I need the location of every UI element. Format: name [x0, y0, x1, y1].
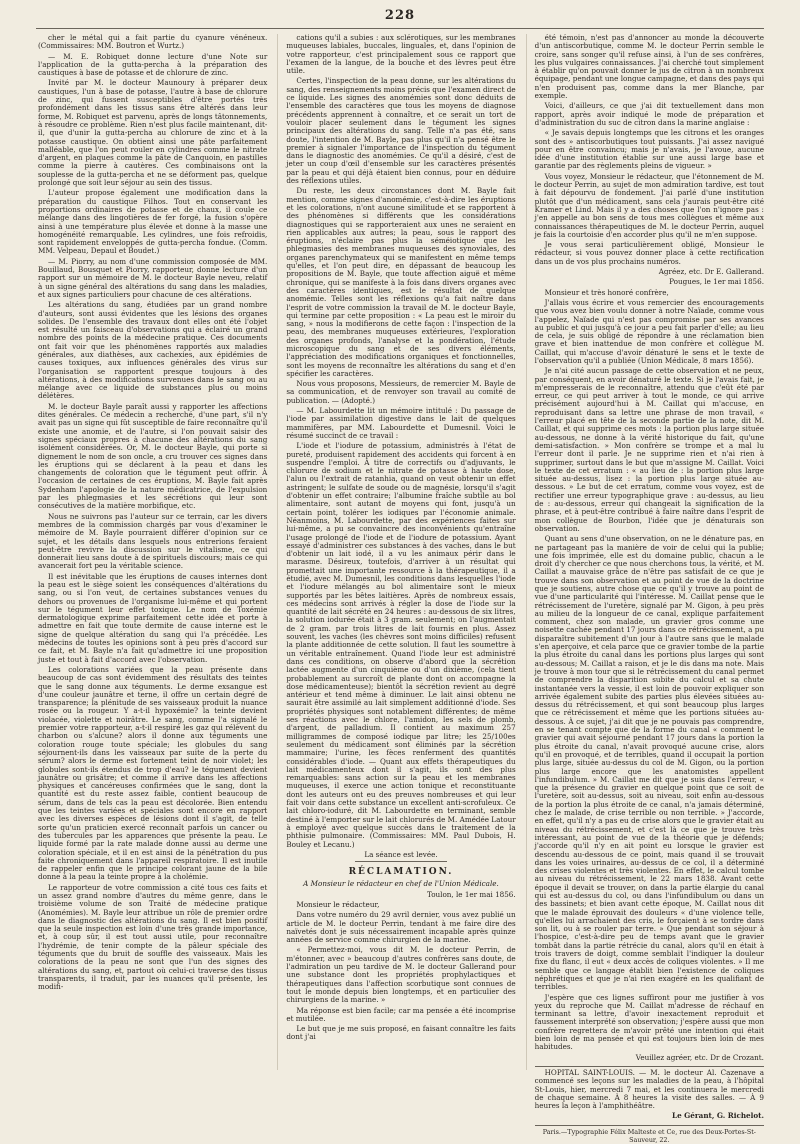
reclamation-dateline: Toulon, le 1er mai 1856. [426, 889, 516, 899]
paragraph: Les colorations variées que la peau présente dans beaucoup de cas sont évidemment des résultats des teintes que le sang donne aux téguments. Le derme exsangue est d'une couleur jaunâtre et terne, il offre un certain degré de transparence; la plénitude de ses vaisseaux produit la nuance rosée ou la rougeur. Y a-t-il hypoxémie? la teinte devient violacée, violette et noirâtre. Le sang, comme l'a signalé le premier votre rapporteur, a-t-il respiré les gaz qui rélèvent du charbon ou s'alcune? alors il donne aux téguments une coloration rouge toute spéciale; les globules du sang séjournent-ils dans les vaisseaux par suite de la perte du sérum? alors le derme est fortement teint de noir violet; les globules sont-ils étendus de trop d'eau? le tégument devient jaunâtre ou grisâtre; et comme il arrive dans les affections physiques et cancéreuses confirmées que le sang, dont la quantité est du reste assez faible, contient beaucoup de sérum, dans de tels cas la peau est décolorée. Bien entendu que les teintes variées et spéciales sont encore en rapport avec les diverses espèces de lésions dont il s'agit, de telle sorte qu'un praticien exercé reconnaît parfois un cancer ou des tubercules par les apparences que présente la peau. Le liquide formé par la rate malade donne aussi au derme une coloration spéciale, et il en est ainsi de la pénétration du pus faite chroniquement dans l'appareil respiratoire. Il est inutile de rappeler enfin que le principe colorant jaune de la bile donne à la peau la teinte propre à la cholémie. [38, 664, 268, 882]
paragraph: « Permettez-moi, vous dit M. le docteur Perrin, de m'étonner, avec » beaucoup d'autres confrères sans doute, de l'admiration un peu tardive de M. le docteur Gallerand pour une substance dont les propriétés prophylactiques et thérapeutiques dans l'affection scorbutique sont connues de tout le monde depuis bien longtemps, et en particulier des chirurgiens de la marine. » [286, 945, 516, 1005]
paragraph: Quant au sens d'une observation, on ne le dénature pas, en ne partageant pas la manière de voir de celui qui la publie; une fois imprimée, elle est du domaine public, chacun a le droit d'y chercher ce que nous cherchons tous, la vérité, et M. Caillat a mauvaise grâce de n'être pas satisfait de ce que je trouve dans son observation et au point de vue de la doctrine que je soutiens, autre chose que ce qu'il y trouve au point de vue d'une particularité qui l'intéresse. M. Caillat pense que le rétrécissement de l'uretère, signalé par M. Gigon, à peu près au milieu de la longueur de ce canal, explique parfaitement comment, chez son malade, un gravier gros comme une noisette cachée pendant 17 jours dans ce rétrécissement, a pu disparaître subitement d'un jour à l'autre sans que le malade s'en aperçoive, et cela parce que ce gravier tombe de la partie la plus étroite du canal dans les portions plus larges qui sont au-dessous; M. Caillat a raison, et je le dis dans ma note. Mais je trouve à mon tour que si le rétrécissement du canal permet de comprendre la disparition subite du calcul et sa chute instantanée vers la vessie, il est loin de pouvoir expliquer son arrivée également subite des parties plus élevées situées au-dessus du rétrécissement, et qui sont beaucoup plus larges que ce rétrécissement et même que les portions situées au-dessous. À ce sujet, j'ai dit que je ne pouvais pas comprendre, en se tenant compte que de la forme du canal « comment le gravier qui avait séjourné pendant 17 jours dans la portion la plus étroite du canal, n'avait provoqué aucune crise, alors qu'il en provoqué, et de terribles, quand il occupait la portion plus large, située au-dessus du col de M. Gigon, ou la portion plus large encore que les anatomistes appellent l'infundibulum. » M. Caillat me dit que je suis dans l'erreur, « que la présence du gravier en quelque point que ce soit de l'uretère, soit au-dessus, soit au niveau, soit enfin au-dessous de la portion la plus étroite de ce canal, n'a jamais déterminé, chez le malade, de crise terrible ou non terrible. » J'accorde, en effet, qu'il n'y a pas eu de crise alors que le gravier était au niveau du rétrécissement, et c'est là ce que je trouve très intéressant, au point de vue de la théorie que je défends; j'accorde qu'il n'y en ait point eu lorsque le gravier est descendu au-dessous de ce point, mais quand il se trouvait dans les voies urinaires, au-dessus de ce col, il a déterminé des crises violentes et très violentes. En effet, le calcul tombe au niveau du rétrécissement, le 22 mars 1838. Avant cette époque il devait se trouver, on dans la partie élargie du canal qui est au-dessus du col, ou dans l'infundibulum ou dans un des bassinets; et bien avant cette époque, M. Caillat nous dit que le malade éprouvait des douleurs « d'une violence telle, qu'elles lui arrachaient des cris, le forçaient à se tordre dans son lit, ou à se rouler par terre. » Que pendant son séjour à l'hospice, c'est-à-dire peu de temps avant que le gravier tombât dans la partie rétrécie du canal, alors qu'il en était à trois travers de doigt, comme semblait l'indiquer la douleur fixe du flanc, il eut « deux accès de coliques violentes. » Il me semble que ce langage établit bien l'existence de coliques néphrétiques et que je n'ai rien exagéré en les qualifiant de terribles. [534, 534, 764, 992]
divider [535, 1066, 764, 1067]
paragraph: Du reste, les deux circonstances dont M. Bayle fait mention, comme signes d'anomémie, c'est-à-dire les éruptions et les colorations, n'ont aucune similitude et se rapportent à des phénomènes si différents que les considérations diagnostiques qui se rapporteraient aux unes ne seraient en rien applicables aux autres; la peau, sous le rapport des éruptions, n'éclaire pas plus la séméiotique que les phlegmasies des membranes muqueuses des synoviales, des organes parenchymateux qui se manifestent en même temps qu'elles, et l'on peut dire, en dépassant de beaucoup les propositions de M. Bayle, que toute affection aiguë et même chronique, qui se manifeste à la fois dans divers organes avec des caractères identiques, est le résultat de quelque anomémie. Telles sont les réflexions qu'a fait naître dans l'esprit de votre commission la travail de M. le docteur Bayle, qui termine par cette proposition : « La peau est le miroir du sang, » nous la modifierons de cette façon : l'inspection de la peau, des membranes muqueuses extérieures, l'exploration des organes profonds, l'analyse et la pondération, l'étude microscopique du sang et de ses divers éléments, l'appréciation des modifications organiques et fonctionnelles, sont les moyens de reconnaître les altérations du sang et d'en spécifier les caractères. [286, 186, 516, 378]
paragraph: Ma réponse est bien facile; car ma pensée a été incomprise et mutilée. [286, 1005, 516, 1023]
paragraph: Voici, d'ailleurs, ce que j'ai dit textuellement dans mon rapport, après avoir indiqué le mode de préparation et d'administration du suc de citron dans la marine anglaise : [534, 101, 764, 127]
paragraph: J'allais vous écrire et vous remercier des encouragements que vous avez bien voulu donner à notre Naïade, comme vous l'appelez, Naïade qui n'est pas compromise par ses avances au public et qui jusqu'à ce jour a peu fait parler d'elle; au lieu de cela, je suis obligé de répondre à une réclamation bien grave et bien inattendue de mon confrère et collègue M. Caillat, qui m'accuse d'avoir dénaturé le sens et le texte de l'observation qu'il a publiée (Union Médicale, 8 mars 1856). [534, 297, 764, 365]
paragraph: Le but que je me suis proposé, en faisant connaître les faits dont j'ai [286, 1024, 516, 1042]
reclamation-salutation: Monsieur le rédacteur, [296, 899, 380, 909]
page-number: 228 [384, 8, 416, 23]
paragraph: Je n'ai cité aucun passage de cette observation et ne peux, par conséquent, en avoir dénaturé le texte. Si je l'avais fait, je m'empresserais de le reconnaître, attendu que c'eût été par erreur, ce qui peut arriver à tout le monde, ce qui arrive précisément aujourd'hui à M. Caillat qui m'accuse, en reproduisant dans sa lettre une phrase de mon travail, « l'erreur placé en tête de la seconde partie de la note, dit M. Caillat, et qui supprime ces mots : la portion plus large située au-dessous, ne donne à la vérité historique du fait, qu'une demi-satisfaction. » Mon confrère se trompe et a mal lu l'erreur dont il parle. Je ne supprime rien et n'ai rien à supprimer, surtout dans le but que m'assigne M. Caillat. Voici le texte de cet erratum : « au lieu de : la portion plus large située au-dessus, lisez : la portion plus large située au-dessous. » Le but de cet erratum, comme vous voyez, est de rectifier une erreur typographique grave : au-dessus, au lieu de : au-dessous, erreur qui changeait la signification de la phrase, et à peut-être contribué à faire naître dans l'esprit de mon collègue de Bourbon, l'idée que je dénaturais son observation. [534, 366, 764, 533]
paragraph: Invité par M. le docteur Maunoury à préparer deux caustiques, l'un à base de potasse, l'autre à base de chlorure de zinc, qui fussent susceptibles d'être portés très profondément dans les tissus sans être altérés dans leur forme, M. Robiquet est parvenu, après de longs tâtonnements, à résoudre ce problème. Rien n'est plus facile maintenant, dit-il, que d'unir la gutta-percha au chlorure de zinc et à la potasse caustique. On obtient ainsi une pâte parfaitement malléable, que l'on peut rouler en cylindres comme le nitrate d'argent, en plaques comme la pâte de Canquoin, en pastilles comme la pierre à cautères. Ces combinaisons ont la souplesse de la gutta-percha et ne se déforment pas, quelque prolongé que soit leur séjour au sein des tissus. [38, 78, 268, 188]
paragraph: — M. Labourdette lit un mémoire intitulé : Du passage de l'iode par assimilation digestive dans le lait de quelques mammifères, par MM. Labourdette et Dumesnil. Voici le résumé succinct de ce travail : [286, 406, 516, 440]
header-rule [36, 28, 764, 29]
column-right [526, 33, 764, 1144]
paragraph: « Je savais depuis longtemps que les citrons et les oranges sont des » antiscorbutiques tout puissants. J'ai assez navigué pour en être convaincu; mais je n'avais, je l'avoue, aucune idée d'une institution établie sur une aussi large base et garantie par des règlements pleins de vigueur. » [534, 128, 764, 171]
salutation: Monsieur et très honoré confrère, [544, 287, 669, 297]
paragraph: — M. E. Robiquet donne lecture d'une Note sur l'application de la gutta-percha à la préparation des caustiques à base de potasse et de chlorure de zinc. [38, 51, 268, 78]
dateline: Pougues, le 1er mai 1856. [669, 277, 764, 287]
paragraph: Nous ne suivrons pas l'auteur sur ce terrain, car les divers membres de la commission chargés par vous d'examiner le mémoire de M. Bayle pourraient différer d'opinion sur ce sujet, et les détails dans lesquels nous entrerions feraient peut-être revivre la discussion sur le vitalisme, ce qui donnerait lieu sans doute à de spirituels discours; mais ce qui avancerait fort peu la véritable science. [38, 511, 268, 571]
paragraph: été témoin, n'est pas d'annoncer au monde la découverte d'un antiscorbutique, comme M. le docteur Perrin semble le croire, sans songer qu'il refuse ainsi, à l'un de ses confrères, les plus vulgaires connaissances. J'ai cherché tout simplement à établir qu'on pouvait donner le jus de citron à un nombreux équipage, pendant une longue campagne, et dans des pays qui n'en produisent pas, comme dans la mer Blanche, par exemple. [534, 33, 764, 101]
paragraph: L'auteur propose également une modification dans la préparation du caustique Filhos. Tout en conservant les proportions ordinaires de potasse et de chaux, il coule ce mélange dans des lingotières de fer forgé, la fusion s'opère ainsi à une température plus élevée et donne à la masse une homogénéité remarquable. Les cylindres, une fois refroidis, sont rapidement enveloppés de gutta-percha fondue. (Comm. MM. Velpeau, Depaul et Boudet.) [38, 188, 268, 256]
reclamation-address: A Monsieur le rédacteur en chef de l'Union Médicale. [303, 879, 499, 889]
paragraph: Les altérations du sang, étudiées par un grand nombre d'auteurs, sont aussi évidentes que les lésions des organes solides. De l'ensemble des travaux dont elles ont été l'objet est résulté un faisceau d'observations qui a éclairé un grand nombre des points de la médecine pratique. Ces documents ont fait voir que les phénomènes rapportés aux maladies générales, aux diathèses, aux cachexies, aux épidémies de causes toxiques, aux influences générales des virus sur l'organisation se rapportent presque toujours à des altérations, à des modifications survenues dans le sang ou au mélange avec ce liquide de substances plus ou moins délétères. [38, 300, 268, 401]
column-left [38, 34, 267, 1070]
paragraph: Nous vous proposons, Messieurs, de remercier M. Bayle de sa communication, et de renvoyer son travail au comité de publication. — (Adopté.) [286, 379, 516, 405]
paragraph: Il est inévitable que les éruptions de causes internes dont la peau est le siège soient les conséquences d'altérations du sang, ou si l'on veut, de certaines substances venues du dehors ou provenues de l'organisme lui-même et qui portent sur le tégument leur effet toxique. Le nom de Toxémie dermatologique exprime parfaitement cette idée et porte à admettre en fait que toute dermite de cause interne est le signe de quelque altération du sang qui l'a précédée. Les médecins de toutes les opinions sont à peu près d'accord sur ce fait, et M. Bayle n'a fait qu'admettre ici une proposition juste et tout à fait d'accord avec l'observation. [38, 571, 268, 664]
reclamation-heading: RÉCLAMATION. [348, 867, 454, 878]
paragraph: cations qu'il a subies : aux sclérotiques, sur les membranes muqueuses labiales, buccales, linguales, et, dans l'opinion de votre rapporteur, c'est principalement sous ce rapport que l'examen de la langue, de la bouche et des lèvres peut être utile. [286, 33, 516, 76]
paragraph: cher le métal qui a fait partie du cyanure vénéneux. (Commissaires: MM. Boutron et Wurtz.) [38, 33, 268, 51]
section-rule [355, 861, 447, 862]
divider [535, 1125, 764, 1126]
column-middle [277, 34, 515, 1070]
gerant-signature: Le Gérant, G. Richelot. [672, 1111, 764, 1121]
paragraph: Certes, l'inspection de la peau donne, sur les altérations du sang, des renseignements moins précis que l'examen direct de ce liquide. Les signes des anomémies sont donc déduits de l'ensemble des caractères que tous les moyens de diagnose précédents apprennent à connaître, et ce serait un tort de vouloir placer seulement dans le tégument les signes principaux des altérations du sang. Telle n'a pas été, sans doute, l'intention de M. Bayle, pas plus qu'il n'a pensé être le premier à signaler l'importance de l'inspection du tégument dans le diagnostic des anomémies. Ce qu'il a désiré, c'est de jeter un coup d'œil d'ensemble sur les caractères présentés par la peau et qui déjà étaient bien connus, pour en déduire des réflexions utiles. [286, 76, 516, 186]
text-columns [38, 33, 764, 1144]
paragraph: Le rapporteur de votre commission a cité tous ces faits et un assez grand nombre d'autres du même genre, dans le troisième volume de son Traité de médecine pratique (Anomémies). M. Bayle leur attribue un rôle de premier ordre dans le diagnostic des altérations du sang. Il est bien positif que la seule inspection est loin d'une très grande importance, et, à coup sûr, il est tout aussi utile, pour reconnaître l'hydrémie, de tenir compte de la pâleur spéciale des téguments que du bruit de souffle des vaisseaux. Mais les colorations de la peau ne sont que l'un des signes des altérations du sang, et, partout où celui-ci traverse des tissus transparents, il traduit, par les nuances qu'il présente, les modifi- [38, 882, 268, 992]
paragraph: Dans votre numéro du 29 avril dernier, vous avez publié un article de M. le docteur Perrin, tendant à me faire dire des naïvetés dont je suis nécessairement incapable après quinze années de service comme chirurgien de la marine. [286, 910, 516, 945]
paragraph: La séance est levée. [364, 849, 438, 859]
signature-line: Agréez, etc. Dr E. Gallerand. [658, 267, 764, 277]
printer-imprint: Paris.—Typographie Félix Malteste et Ce, rue des Deux-Portes-St-Sauveur, 22. [542, 1127, 756, 1144]
signature-line: Veuillez agréer, etc. Dr de Crozant. [635, 1052, 764, 1062]
paragraph: M. le docteur Bayle paraît aussi y rapporter les affections dites générales. Ce médecin a recherché, d'une part, s'il n'y avait pas un signe qui fût susceptible de faire reconnaître qu'il existe une anomie, et de l'autre, si l'on pouvait saisir des signes spéciaux propres à chacune des altérations du sang isolément considérées. Or, M. le docteur Bayle, qui porte si dignement le nom de son oncle, a cru trouver ces signes dans les éruptions qui se déclarent à la peau et dans les changements de coloration que le tégument peut offrir. À l'occasion de certaines de ces éruptions, M. Bayle fait après Sydenham l'apologie de la nature médicatrice, de l'expulsion par les phlegmasies et les sécrétions qui leur sont consécutives de la matière morbifique, etc. [38, 401, 268, 511]
hospital-notice: HOPITAL SAINT-LOUIS. — M. le docteur Al. Cazenave a commencé ses leçons sur les maladies de la peau, à l'hôpital St-Louis, hier, mercredi 7 mai, et les continuera le mercredi de chaque semaine. À 8 heures la visite des salles. — À 9 heures la leçon à l'amphithéâtre. [534, 1067, 764, 1111]
paragraph: Je vous serai particulièrement obligé, Monsieur le rédacteur, si vous pouvez donner place à cette rectification dans un de vos plus prochains numéros. [534, 240, 764, 266]
paragraph: J'espère que ces lignes suffiront pour me justifier à vos yeux du reproche que M. Caillat m'adresse de réchauf en terminant sa lettre, d'avoir inexactement reproduit et faussement interprété son observation; j'espère aussi que mon confrère regrettera de m'avoir prêté une intention qui était bien loin de ma pensée et qui est toujours bien loin de mes habitudes. [534, 992, 764, 1052]
paragraph: L'iode et l'iodure de potassium, administrés à l'état de pureté, produisent rapidement des accidents qui forcent à en suspendre l'emploi. À titre de correctifs ou d'adjuvants, le chlorure de sodium et le nitrate de potasse à haute dose, l'alun ou l'extrait de ratanhia, quand on veut obtenir un effet astringent; le sulfate de soude ou de magnésie, lorsqu'il s'agit d'obtenir un effet contraire; l'albumine fraîche subtile au bol alimentaire, sont autant de moyens qui font, jusqu'à un certain point, tolérer les iodiques par l'économie animale. Néanmoins, M. Labourdette, par des expériences faites sur lui-même, a pu se convaincre des inconvénients qu'entraîne l'usage prolongé de l'iode et de l'iodure de potassium. Ayant essayé d'administrer ces substances à des vaches, dans le but d'obtenir un lait iodé, il a vu les animaux périr dans le marasme. Désireux, toutefois, d'arriver à un résultat qui promettait une importante ressource à la thérapeutique, il a étudié, avec M. Dumesnil, les conditions dans lesquelles l'iode et l'iodure mélangés au bol alimentaire sont le mieux supportés par les bêtes laitières. Après de nombreux essais, ces médecins sont arrivés à régler la dose de l'iode sur la quantité de lait sécrété en 24 heures : au-dessous de six litres, la solution iodurée était à 3 gram. seulement; on l'augmentait de 2 gram. par trois litres de lait fournis en plus. Assez souvent, les vaches (les chèvres sont moins difficiles) refusent la plante additionnée de cette solution. Il faut les soumettre à un véritable entraînement. Quand l'iode leur est administré dans ces conditions, on observe d'abord que la sécrétion lactée augmente d'un cinquième ou d'un dixième, (cela tient probablement au surcroît de plante dont on accompagne la dose médicamenteuse); bientôt la sécrétion revient au degré antérieur et tend même à diminuer. Le lait ainsi obtenu ne saurait être assimilé au lait simplement additionné d'iode. Ses propriétés physiques sont notablement différentes; de même ses réactions avec le chlore, l'amidon, les sels de plomb, d'argent, de palladium. Il contient au maximum 257 milligrammes de composé iodique par litre; les 25/100es seulement du médicament sont éliminés par la sécrétion mammaire; l'urine, les fèces renferment des quantités considérables d'iode. — Quant aux effets thérapeutiques du lait médicamenteux dont il s'agit, ils sont des plus remarquables: sans action sur la peau et les membranes muqueuses, il exerce une action tonique et reconstituante dont les auteurs ont eu des preuves nombreuses et qui leur fait voir dans cette substance un excellent anti-scrofuleux. Ce lait chloro-ioduré, dit M. Labourdette en terminant, semble destiné à l'emporter sur le lait chlorurés de M. Amédée Latour à employé avec quelque succès dans le traitement de la phthisie pulmonaire. (Commissaires: MM. Paul Dubois, H. Bouley et Lecanu.) [286, 441, 516, 849]
paragraph: — M. Piorry, au nom d'une commission composée de MM. Bouillaud, Bousquet et Piorry, rapporteur, donne lecture d'un rapport sur un mémoire de M. le docteur Bayle neveu, relatif à un signe général des altérations du sang dans les maladies, et aux signes particuliers pour chacune de ces altérations. [38, 256, 268, 299]
paragraph: Vous voyez, Monsieur le rédacteur, que l'étonnement de M. le docteur Perrin, au sujet de mon admiration tardive, est tout à fait dépourvu de fondement. J'ai parlé d'une institution plutôt que d'un médicament, sans cela j'aurais peut-être cité Kramer et Lind. Mais il y a des choses que l'on n'ignore pas : j'en appelle au bon sens de tous mes collègues et même aux connaissances thérapeutiques de M. le docteur Perrin, auquel je fais la courtoisie d'en accorder plus qu'il ne m'en suppose. [534, 171, 764, 239]
